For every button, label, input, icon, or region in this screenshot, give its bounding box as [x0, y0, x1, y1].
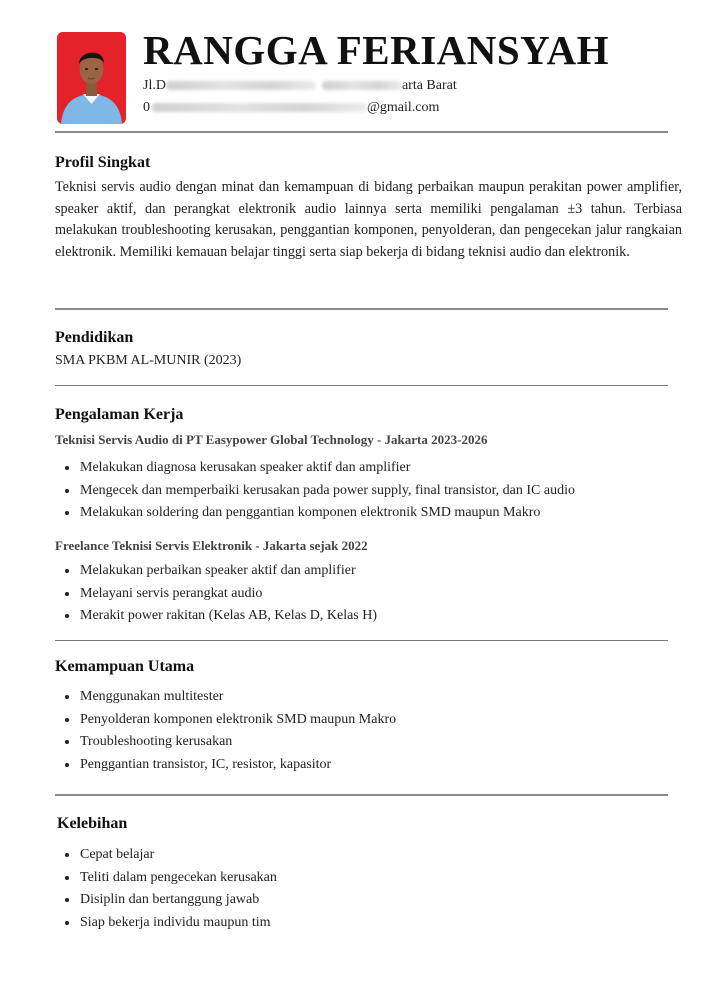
job-duties-list: [64, 457, 575, 525]
email-end: @gmail.com: [367, 100, 440, 115]
list-item: Melakukan soldering dan penggantian komponen elektronik SMD maupun Makro: [64, 502, 575, 525]
list-item: Teliti dalam pengecekan kerusakan: [64, 867, 277, 890]
redacted-address: [166, 81, 316, 90]
divider: [55, 640, 668, 641]
list-item: Mengecek dan memperbaiki kerusakan pada power supply, final transistor, dan IC audio: [64, 480, 575, 503]
divider: [55, 131, 668, 133]
candidate-name: RANGGA FERIANSYAH: [143, 27, 610, 73]
address-line: [143, 77, 457, 95]
list-item: Merakit power rakitan (Kelas AB, Kelas D, Kelas H): [64, 605, 377, 628]
redacted-contact: [152, 103, 367, 112]
profile-photo: [57, 32, 126, 124]
list-item: Penyolderan komponen elektronik SMD maupun Makro: [64, 709, 396, 732]
list-item: Troubleshooting kerusakan: [64, 731, 396, 754]
skills-section-title: Kemampuan Utama: [55, 658, 195, 675]
phone-start: 0: [143, 100, 150, 115]
list-item: Penggantian transistor, IC, resistor, kapasitor: [64, 754, 396, 777]
list-item: Cepat belajar: [64, 844, 277, 867]
experience-section-title: Pengalaman Kerja: [55, 406, 184, 423]
divider: [55, 794, 668, 796]
job-duties-list: [64, 560, 377, 628]
address-start: Jl.D: [143, 78, 166, 93]
list-item: Siap bekerja individu maupun tim: [64, 912, 277, 935]
list-item: Melakukan perbaikan speaker aktif dan amplifier: [64, 560, 377, 583]
education-section-title: Pendidikan: [55, 329, 134, 346]
redacted-address-2: [322, 81, 402, 90]
skills-list: [64, 686, 396, 776]
divider: [55, 385, 668, 386]
list-item: Menggunakan multitester: [64, 686, 396, 709]
list-item: Disiplin dan bertanggung jawab: [64, 889, 277, 912]
education-entry: SMA PKBM AL-MUNIR (2023): [55, 353, 242, 368]
profile-summary: Teknisi servis audio dengan minat dan kemampuan di bidang perbaikan maupun perakitan power amplifier, speaker aktif, dan perangkat elektronik audio lainnya serta memiliki pengalaman ±3 tahun. Terbiasa melakukan troubleshooting kerusakan, penggantian komponen, penyolderan, dan pengecekan jalur rangkaian elektronik. Memiliki kemauan belajar tinggi serta siap bekerja di bidang teknisi audio dan elektronik.: [55, 179, 682, 260]
job-heading: Freelance Teknisi Servis Elektronik - Jakarta sejak 2022: [55, 538, 368, 553]
contact-line: [143, 99, 439, 117]
strengths-list: [64, 844, 277, 934]
person-portrait-icon: [57, 32, 126, 124]
profile-section-title: Profil Singkat: [55, 154, 151, 171]
strengths-section-title: Kelebihan: [57, 815, 128, 832]
address-end: arta Barat: [401, 78, 457, 93]
divider: [55, 308, 668, 310]
list-item: Melayani servis perangkat audio: [64, 583, 377, 606]
list-item: Melakukan diagnosa kerusakan speaker aktif dan amplifier: [64, 457, 575, 480]
job-heading: Teknisi Servis Audio di PT Easypower Global Technology - Jakarta 2023-2026: [55, 432, 488, 447]
